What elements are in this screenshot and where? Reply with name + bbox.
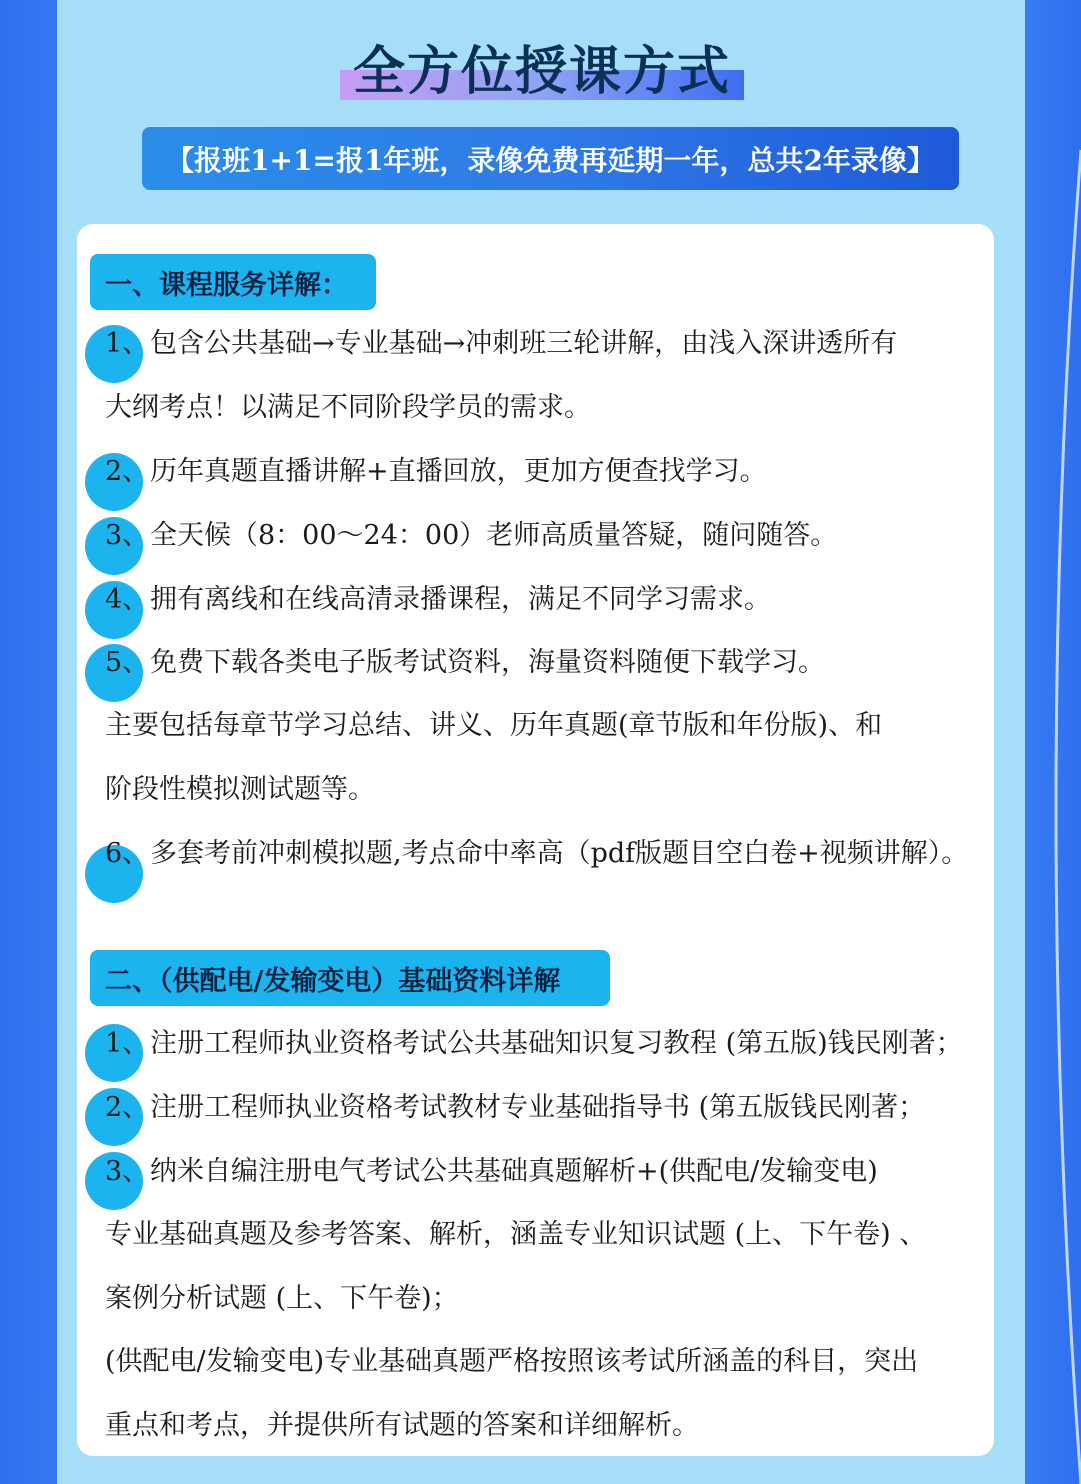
page-title-block — [340, 40, 744, 100]
list-item-continuation: 阶段性模拟测试题等。 — [105, 774, 375, 805]
list-item-text: 注册工程师执业资格考试教材专业基础指导书 (第五版钱民刚著； — [150, 1092, 926, 1123]
item-number: 6、 — [105, 838, 150, 869]
list-item-text: 多套考前冲刺模拟题,考点命中率高（pdf版题目空白卷+视频讲解）。 — [150, 838, 969, 869]
item-number: 1、 — [105, 1028, 150, 1059]
list-item-continuation: 专业基础真题及参考答案、解析，涵盖专业知识试题 (上、下午卷) 、 — [105, 1219, 927, 1250]
section-header-materials: 二、（供配电/发输变电）基础资料详解 — [90, 950, 610, 1006]
item-number: 3、 — [105, 1156, 150, 1187]
list-item-continuation: 大纲考点！以满足不同阶段学员的需求。 — [105, 392, 591, 423]
subtitle-banner: 【报班1+1=报1年班，录像免费再延期一年，总共2年录像】 — [142, 127, 959, 190]
decorative-arc — [1021, 0, 1081, 1484]
page-title: 全方位授课方式 — [352, 41, 731, 102]
list-item-continuation: 重点和考点，并提供所有试题的答案和详细解析。 — [105, 1410, 699, 1441]
item-number: 4、 — [105, 584, 150, 615]
section-header-course-services: 一、课程服务详解： — [90, 254, 376, 310]
list-item-continuation: 主要包括每章节学习总结、讲义、历年真题(章节版和年份版)、和 — [105, 710, 883, 741]
list-item-continuation: (供配电/发输变电)专业基础真题严格按照该考试所涵盖的科目，突出 — [105, 1346, 919, 1377]
item-number: 2、 — [105, 1092, 150, 1123]
list-item-text: 拥有离线和在线高清录播课程，满足不同学习需求。 — [150, 584, 771, 615]
list-item-continuation: 案例分析试题 (上、下午卷)； — [105, 1283, 459, 1314]
list-item-text: 包含公共基础→专业基础→冲刺班三轮讲解，由浅入深讲透所有 — [150, 328, 898, 359]
list-item-text: 免费下载各类电子版考试资料，海量资料随便下载学习。 — [150, 647, 825, 678]
item-number: 3、 — [105, 520, 150, 551]
item-number: 2、 — [105, 456, 150, 487]
list-item-text: 注册工程师执业资格考试公共基础知识复习教程 (第五版)钱民刚著； — [150, 1028, 963, 1059]
list-item-text: 纳米自编注册电气考试公共基础真题解析+(供配电/发输变电) — [150, 1156, 878, 1187]
list-item-text: 全天候（8：00～24：00）老师高质量答疑，随问随答。 — [150, 520, 838, 551]
list-item-text: 历年真题直播讲解+直播回放，更加方便查找学习。 — [150, 456, 767, 487]
item-number: 5、 — [105, 647, 150, 678]
item-number: 1、 — [105, 328, 150, 359]
